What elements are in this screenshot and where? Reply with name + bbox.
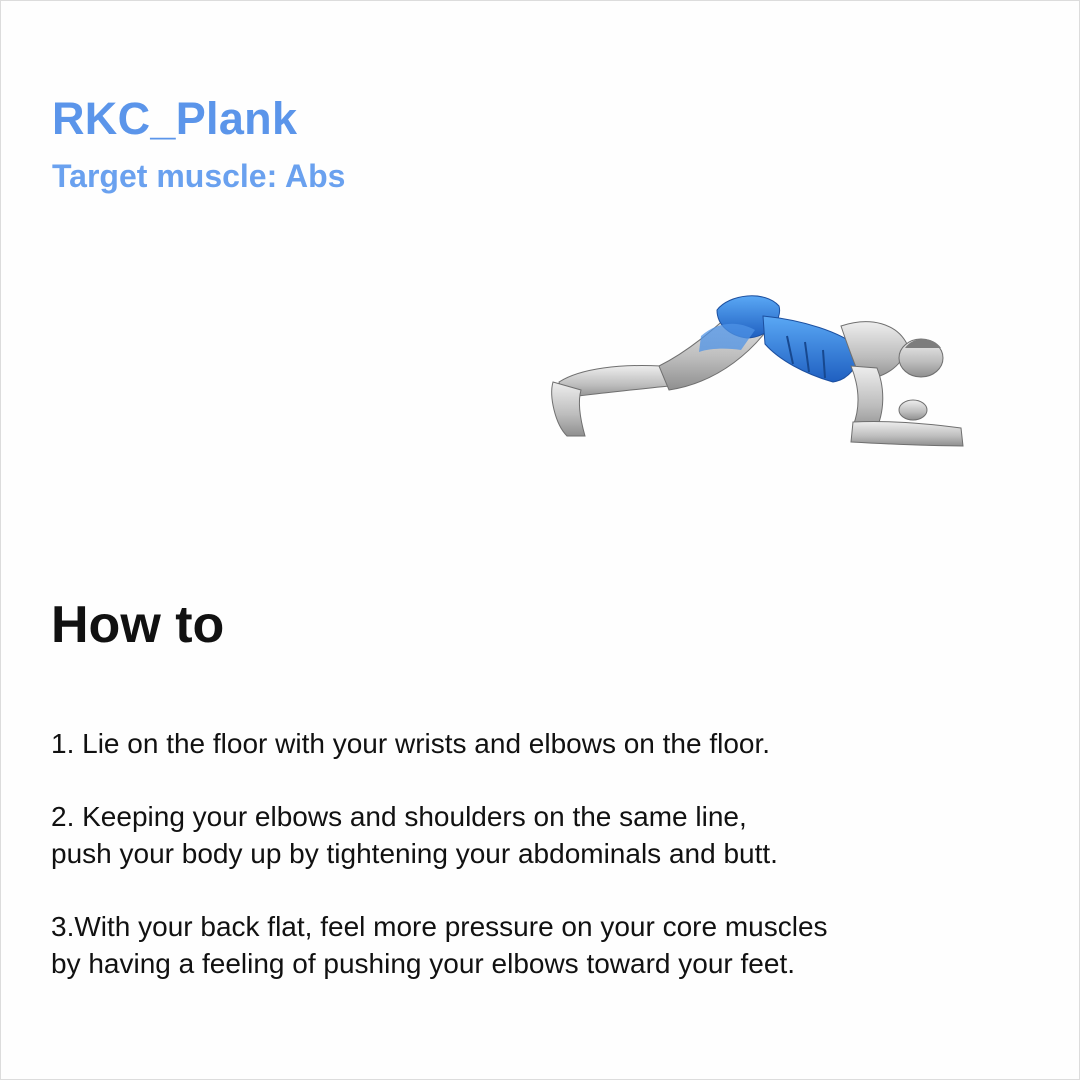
instruction-step [51,798,1031,872]
plank-figure-icon [541,286,981,456]
instruction-step [51,725,1031,762]
step-line: 1. Lie on the floor with your wrists and elbows on the floor. [51,728,771,759]
step-line: 3.With your back flat, feel more pressure on your core muscles [51,911,828,942]
exercise-title: RKC_Plank [52,93,298,144]
how-to-heading: How to [51,596,225,654]
step-line: push your body up by tightening your abdominals and butt. [51,838,778,869]
instruction-steps-list [51,725,1031,1018]
step-line: by having a feeling of pushing your elbows toward your feet. [51,948,796,979]
target-muscle-label: Target muscle: Abs [52,158,346,194]
step-line: 2. Keeping your elbows and shoulders on the same line, [51,801,747,832]
instruction-step [51,908,1031,982]
